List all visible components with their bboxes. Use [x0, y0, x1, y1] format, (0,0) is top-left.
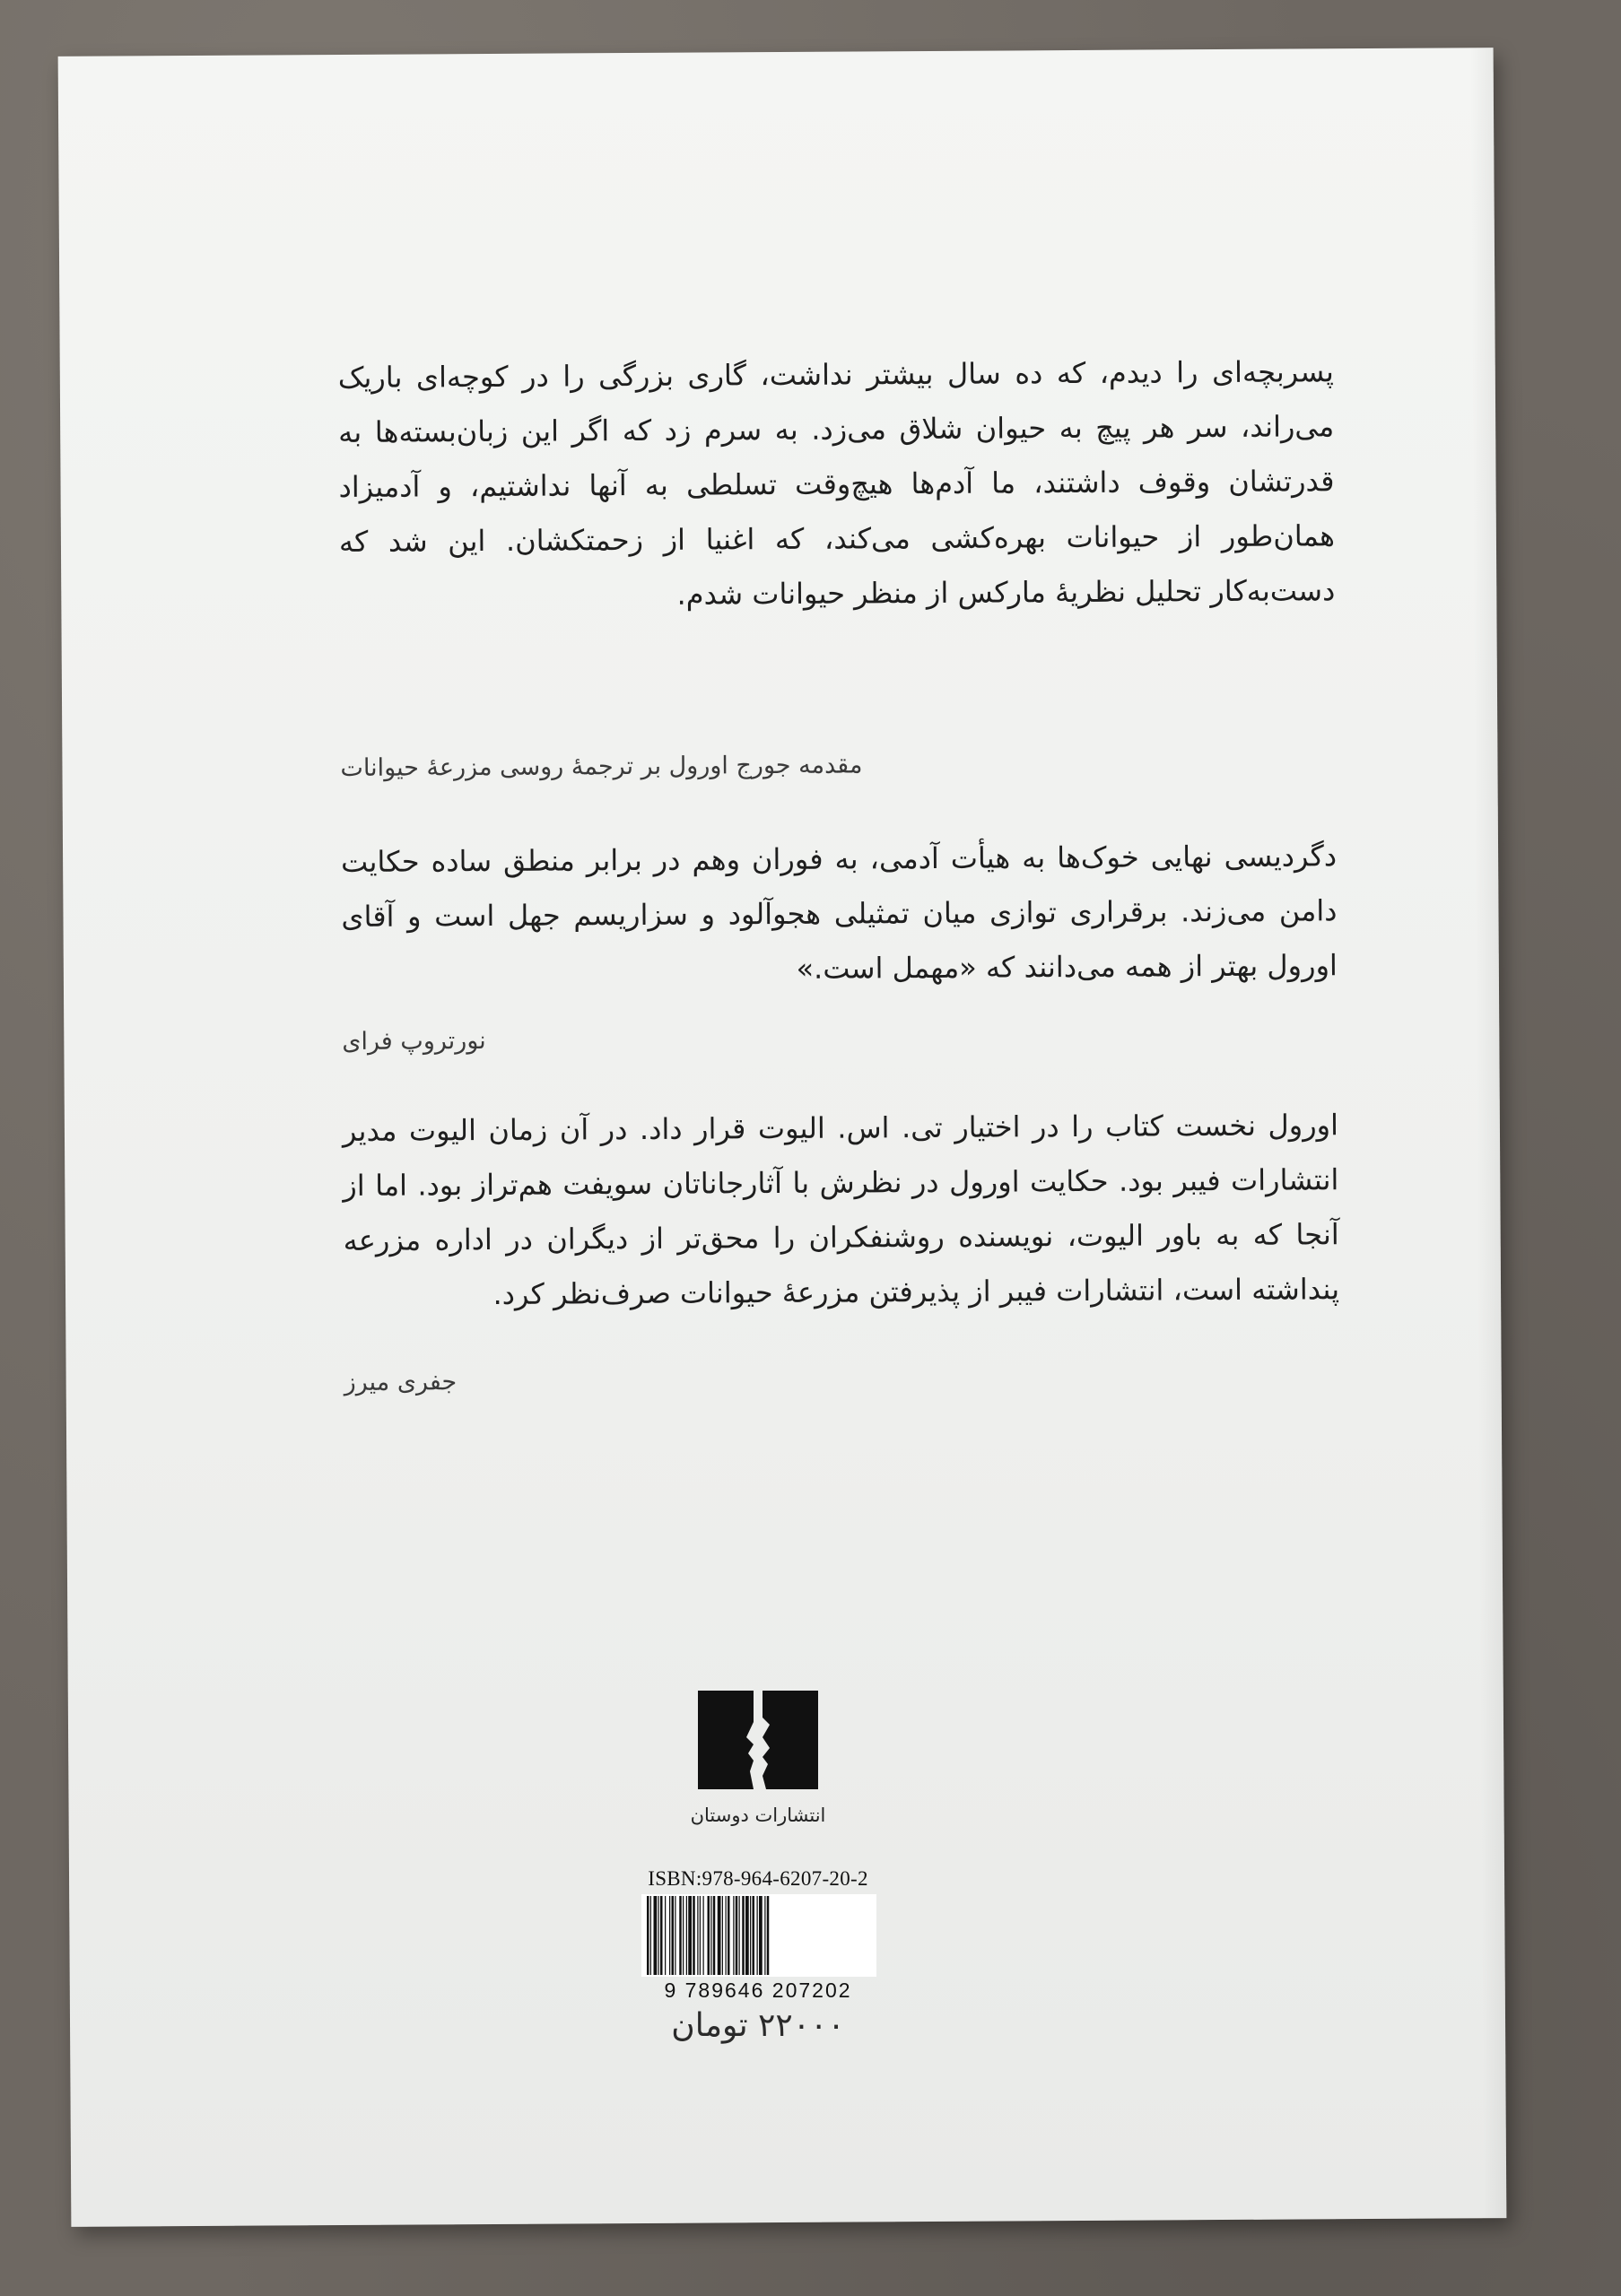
barcode-bar: [650, 1896, 651, 1975]
price-label: ۲۲۰۰۰ تومان: [671, 2007, 845, 2044]
quote-attribution: جفری میرز: [344, 1368, 458, 1396]
barcode-bar: [722, 1896, 723, 1975]
barcode-bar: [683, 1896, 684, 1975]
barcode-bar: [745, 1896, 749, 1975]
quote-text: پسربچه‌ای را دیدم، که ده سال بیشتر نداشت، گاری بزرگی را در کوچه‌ای باریک می‌راند، سر هر پیچ به حیوان شلاق می‌زد. به سرم زد که اگر این زبان‌بسته‌ها به قدرتشان وقوف داشتند، ما آدم‌ها هیچ‌وقت تسلطی به آنها نداشتیم، و آدمیزاد همان‌طور از حیوانات بهره‌کشی می‌کند، که اغنیا از زحمتکشان. این شد که دست‌به‌کار تحلیل نظریهٔ مارکس از منظر حیوانات شدم.: [337, 354, 1336, 612]
barcode-digits: 9 789646 207202: [664, 1979, 852, 2002]
barcode-bar: [654, 1896, 658, 1975]
barcode-bar: [713, 1896, 716, 1975]
publisher-name: انتشارات دوستان: [690, 1805, 826, 1826]
book-face-logo-icon: [691, 1682, 825, 1798]
quote-attribution: مقدمه جورج اورول بر ترجمهٔ روسی مزرعهٔ حیوانات: [340, 751, 863, 783]
barcode-bar: [733, 1896, 734, 1975]
quote-northrop-frye: [341, 829, 1338, 999]
barcode-bar: [697, 1896, 698, 1975]
barcode-bar: [718, 1896, 721, 1975]
barcode-bar: [700, 1896, 701, 1975]
barcode: [641, 1894, 876, 1977]
barcode-bar: [665, 1896, 666, 1975]
barcode-bar: [726, 1896, 727, 1975]
isbn-label: ISBN:978-964-6207-20-2: [648, 1867, 868, 1890]
barcode-bar: [728, 1896, 730, 1975]
quote-attribution: نورتروپ فرای: [342, 1027, 486, 1056]
barcode-bar: [686, 1896, 687, 1975]
barcode-bar: [703, 1896, 704, 1975]
quote-text: اورول نخست کتاب را در اختیار تی. اس. الیوت قرار داد. در آن زمان الیوت مدیر انتشارات فیبر بود. حکایت اورول در نظرش با آثارجاناتان سویفت هم‌تراز بود. اما از آنجا که به باور الیوت، نویسنده روشنفکران را محق‌تر از دیگران در اداره مزرعه پنداشته است، انتشارات فیبر از پذیرفتن مزرعهٔ حیوانات صرف‌نظر کرد.: [342, 1108, 1340, 1311]
barcode-bar: [658, 1896, 659, 1975]
barcode-bar: [647, 1896, 649, 1975]
barcode-bar: [669, 1896, 670, 1975]
barcode-bar: [757, 1896, 758, 1975]
barcode-bar: [739, 1896, 740, 1975]
quote-orwell-preface: [338, 344, 1336, 624]
barcode-bar: [679, 1896, 682, 1975]
barcode-bar: [750, 1896, 751, 1975]
barcode-bar: [693, 1896, 695, 1975]
barcode-bar: [688, 1896, 692, 1975]
barcode-bar: [753, 1896, 755, 1975]
quote-text: دگردیسی نهایی خوک‌ها به هیأت آدمی، به فوران وهم در برابر منطق ساده حکایت دامن می‌زند. برقراری توازی میان تمثیلی هجوآلود و سزاریسم جهل است و آقای اورول بهتر از همه می‌دانند که «مهمل است.»: [340, 839, 1338, 986]
barcode-bar: [660, 1896, 663, 1975]
barcode-bar: [767, 1896, 770, 1975]
barcode-bar: [742, 1896, 745, 1975]
barcode-bar: [708, 1896, 710, 1975]
barcode-bar: [672, 1896, 675, 1975]
barcode-bar: [764, 1896, 765, 1975]
quote-jeffrey-meyers: [343, 1098, 1339, 1323]
barcode-bar: [710, 1896, 711, 1975]
barcode-bar: [759, 1896, 763, 1975]
barcode-bar: [736, 1896, 738, 1975]
